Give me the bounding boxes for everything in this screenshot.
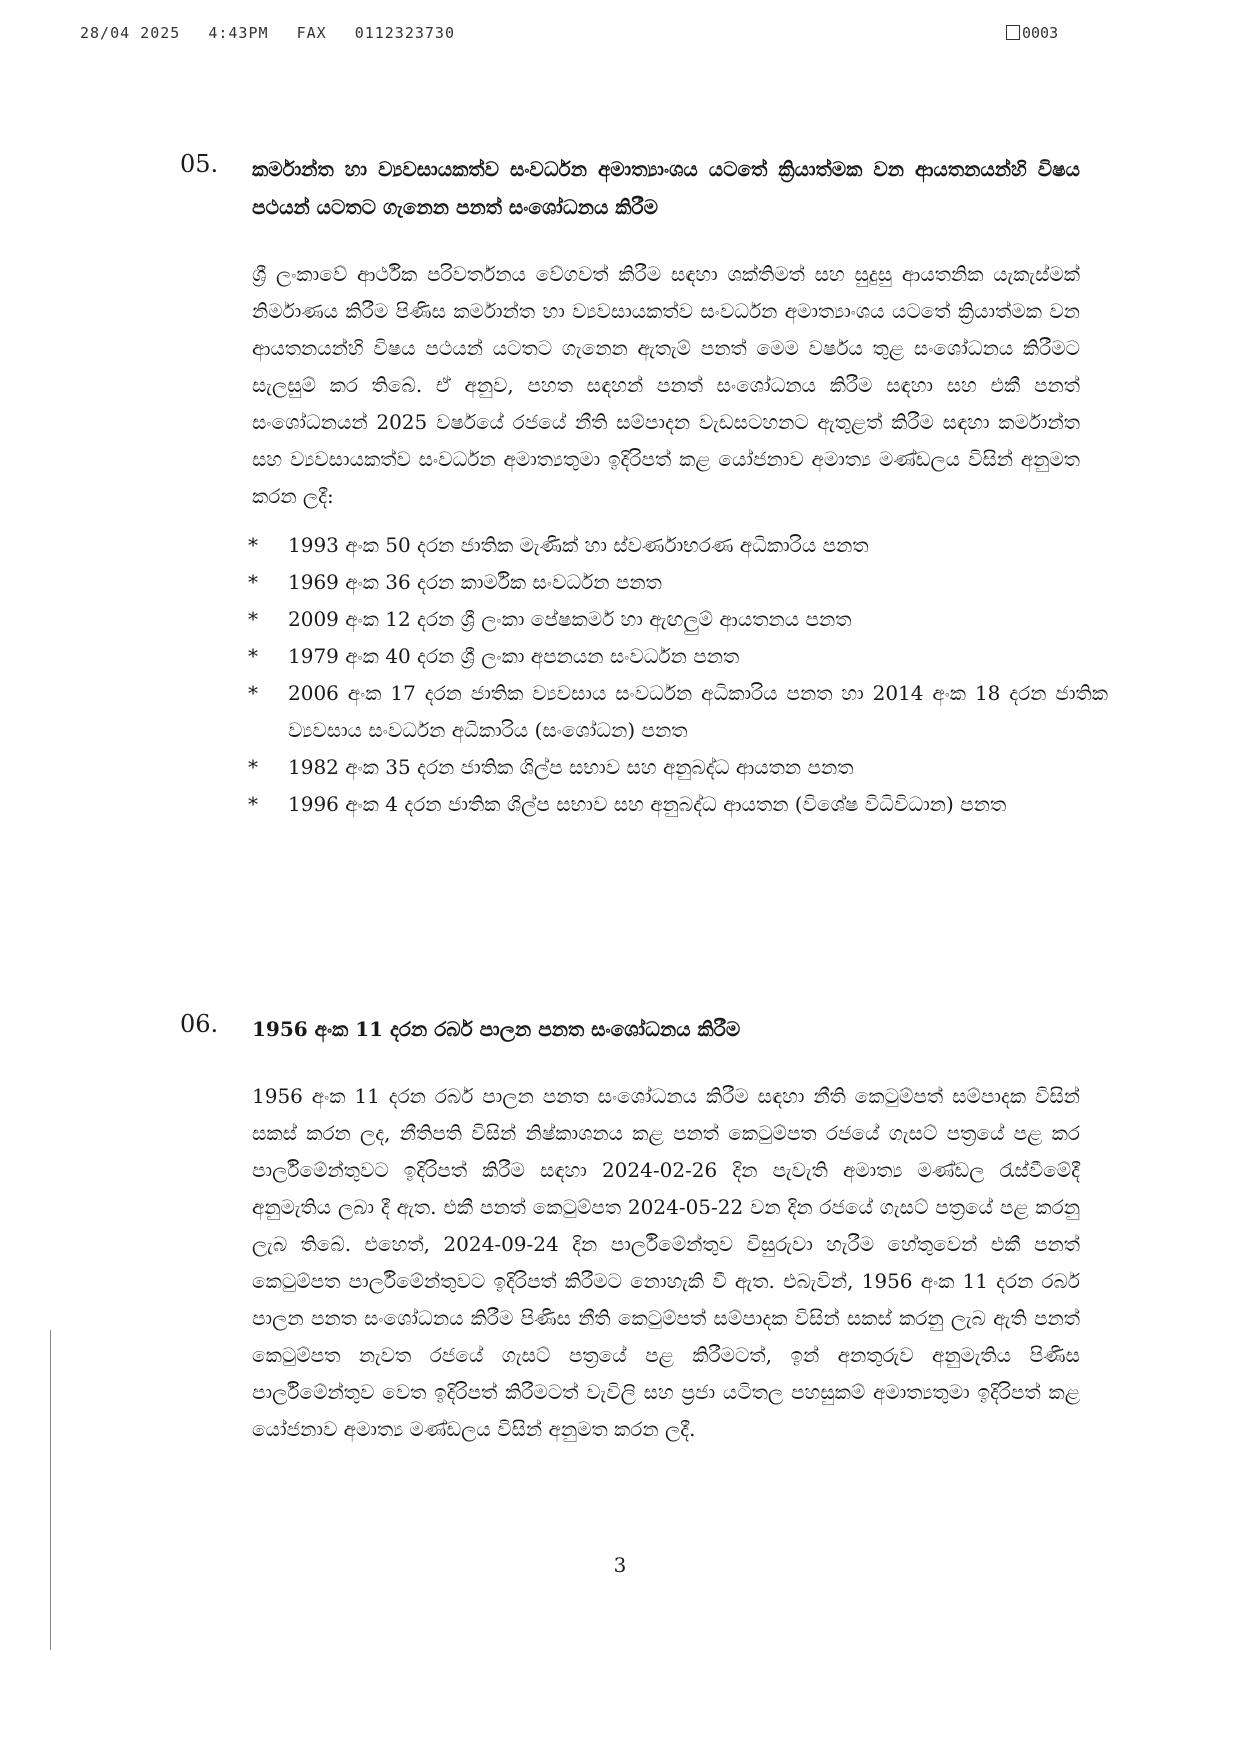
fax-header — [80, 24, 1020, 42]
section-body: 1956 අංක 11 දරන රබර් පාලන පනත සංශෝධනය කිරීම සඳහා නීති කෙටුම්පත් සම්පාදක විසින් සකස් කරන ලද, නීතිපති විසින් නිෂ්කාශනය කළ පනත් කෙටුම්පත රජයේ ගැසට් පත්‍රයේ පළ කර පාර්ලිමේන්තුවට ඉදිරිපත් කිරීම සඳහා 2024-02-26 දින පැවැති අමාත්‍ය මණ්ඩල රැස්වීමේදී අනුමැතිය ලබා දී ඇත. එකී පනත් කෙටුම්පත 2024-05-22 වන දින රජයේ ගැසට් පත්‍රයේ පළ කරනු ලැබ තිබේ. එහෙත්, 2024-09-24 දින පාර්ලිමේන්තුව විසුරුවා හැරීම හේතුවෙන් එකී පනත් කෙටුම්පත පාර්ලිමේන්තුවට ඉදිරිපත් කිරීමට නොහැකි වී ඇත. එබැවින්, 1956 අංක 11 දරන රබර් පාලන පනත සංශෝධනය කිරීම පිණිස නීති කෙටුම්පත් සම්පාදක විසින් සකස් කරනු ලැබ ඇති පනත් කෙටුම්පත නැවත රජයේ ගැසට් පත්‍රයේ පළ කිරීමටත්, ඉන් අනතුරුව අනුමැතිය පිණිස පාර්ලිමේන්තුව වෙත ඉදිරිපත් කිරීමටත් වැවිලි සහ ප්‍රජා යටිතල පහසුකම් අමාත්‍යතුමා ඉදිරිපත් කළ යෝජනාව අමාත්‍ය මණ්ඩලය විසින් අනුමත කරන ලදී. — [252, 1084, 1080, 1441]
fax-page-code: 0003 — [1006, 24, 1058, 42]
section-06 — [180, 1010, 1080, 1448]
fax-page-icon — [1006, 25, 1020, 40]
scan-margin-line — [50, 1330, 51, 1650]
list-item: * 1993 අංක 50 දරන ජාතික මැණික් හා ස්වර්ණාභරණ අධිකාරිය පනත — [248, 533, 869, 557]
list-item: * 1979 අංක 40 දරන ශ්‍රී ලංකා අපනයන සංවර්ධන පනත — [248, 644, 740, 668]
section-title: 1956 අංක 11 දරන රබර් පාලන පනත සංශෝධනය කිරීම — [252, 1017, 741, 1041]
list-item: * 1969 අංක 36 දරන කාර්මික සංවර්ධන පනත — [248, 570, 662, 594]
section-body: ශ්‍රී ලංකාවේ ආර්ථික පරිවර්තනය වේගවත් කිරීම සඳහා ශක්තිමත් සහ සුදුසු ආයතනික යැකැස්මක් නිර්මාණය කිරීම පිණිස කර්මාන්ත හා ව්‍යවසායකත්ව සංවර්ධන අමාත්‍යාංශය යටතේ ක්‍රියාත්මක වන ආයතනයන්හි විෂය පථයන් යටතට ගැනෙන ඇතැම් පනත් මෙම වර්ෂය තුළ සංශෝධනය කිරීමට සැලසුම් කර තිබේ. ඒ අනුව, පහත සඳහන් පනත් සංශෝධනය කිරීම සඳහා සහ එකී පනත් සංශෝධනයන් 2025 වර්ෂයේ රජයේ නීති සම්පාදන වැඩසටහනට ඇතුළත් කිරීම සඳහා කර්මාන්ත සහ ව්‍යවසායකත්ව සංවර්ධන අමාත්‍යතුමා ඉදිරිපත් කළ යෝජනාව අමාත්‍ය මණ්ඩලය විසින් අනුමත කරන ලදී: — [252, 262, 1080, 508]
fax-label: FAX — [296, 24, 327, 42]
section-number: 06. — [180, 1010, 219, 1038]
page-number: 3 — [613, 1553, 627, 1577]
section-05 — [180, 150, 1108, 823]
section-title: කර්මාන්ත හා ව්‍යවසායකත්ව සංවර්ධන අමාත්‍යාංශය යටතේ ක්‍රියාත්මක වන ආයතනයන්හි විෂය පථයන් යටතට ගැනෙන පනත් සංශෝධනය කිරීම — [252, 157, 1080, 219]
list-item: * 2009 අංක 12 දරන ශ්‍රී ලංකා පේෂකර්ම හා ඇඟලුම් ආයතනය පනත — [248, 607, 852, 631]
list-item: * 2006 අංක 17 දරන ජාතික ව්‍යවසාය සංවර්ධන අධිකාරිය පනත හා 2014 අංක 18 දරන ජාතික ව්‍යවසාය සංවර්ධන අධිකාරිය (සංශෝධන) පනත — [248, 681, 1108, 742]
section-number: 05. — [180, 150, 219, 178]
list-item: * 1982 අංක 35 දරන ජාතික ශිල්ප සභාව සහ අනුබද්ධ ආයතන පනත — [248, 755, 854, 779]
fax-date: 28/04 2025 — [80, 24, 181, 42]
act-list — [248, 527, 1108, 823]
fax-time: 4:43PM — [208, 24, 269, 42]
list-item: * 1996 අංක 4 දරන ජාතික ශිල්ප සභාව සහ අනුබද්ධ ආයතන (විශේෂ විධිවිධාන) පනත — [248, 792, 1007, 816]
fax-number: 0112323730 — [354, 24, 455, 42]
